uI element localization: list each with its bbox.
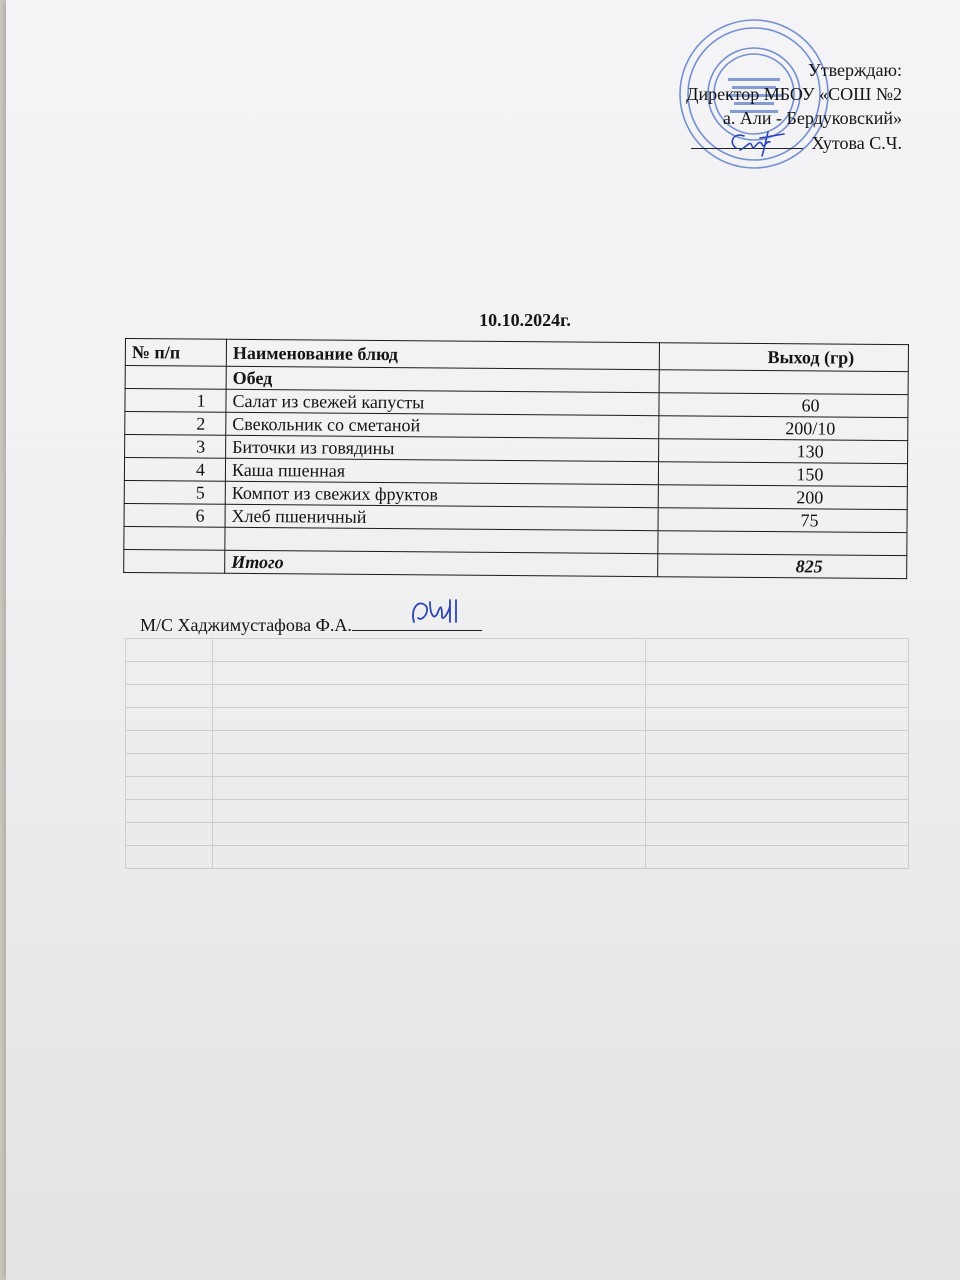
approval-position: Директор МБОУ «СОШ №2: [686, 84, 902, 104]
header-num: № п/п: [125, 339, 226, 367]
row-dish: Свекольник со сметаной: [226, 412, 659, 438]
row-output: 130: [659, 439, 908, 464]
section-label: Обед: [226, 366, 659, 392]
empty-cell: [124, 526, 225, 550]
row-num: 2: [125, 412, 226, 436]
approval-school: а. Али - Бердуковский»: [722, 108, 902, 128]
row-dish: Биточки из говядины: [226, 435, 659, 461]
row-num: 1: [125, 389, 226, 413]
section-num-cell: [125, 366, 226, 390]
total-value: 825: [658, 554, 907, 579]
menu-table: [123, 338, 909, 579]
row-dish: Каша пшенная: [225, 458, 658, 484]
header-output: Выход (гр): [659, 343, 908, 372]
row-num: 5: [124, 480, 225, 504]
total-label: Итого: [225, 550, 658, 576]
director-signature: [722, 126, 792, 160]
paper-sheet: [6, 0, 960, 1280]
row-output: 150: [658, 462, 907, 487]
nurse-label: М/С Хаджимустафова Ф.А.: [140, 615, 352, 635]
header-name: Наименование блюд: [226, 339, 659, 369]
row-output: 200/10: [659, 416, 908, 441]
row-dish: Хлеб пшеничный: [225, 504, 658, 530]
empty-cell: [225, 527, 658, 553]
row-num: 3: [125, 435, 226, 459]
nurse-signature: [408, 592, 468, 632]
row-dish: Компот из свежих фруктов: [225, 481, 658, 507]
row-output: 60: [659, 393, 908, 418]
row-dish: Салат из свежей капусты: [226, 389, 659, 415]
row-num: 4: [124, 458, 225, 482]
approval-block: [686, 58, 902, 155]
section-output-cell: [659, 370, 908, 395]
approval-signature-row: [686, 130, 902, 155]
row-num: 6: [124, 503, 225, 527]
approval-signer: Хутова С.Ч.: [811, 133, 902, 153]
empty-cell: [658, 531, 907, 556]
row-output: 200: [658, 485, 907, 510]
total-num-cell: [124, 549, 225, 573]
menu-date: 10.10.2024г.: [479, 310, 571, 330]
approval-title: Утверждаю:: [807, 60, 902, 80]
row-output: 75: [658, 508, 907, 533]
